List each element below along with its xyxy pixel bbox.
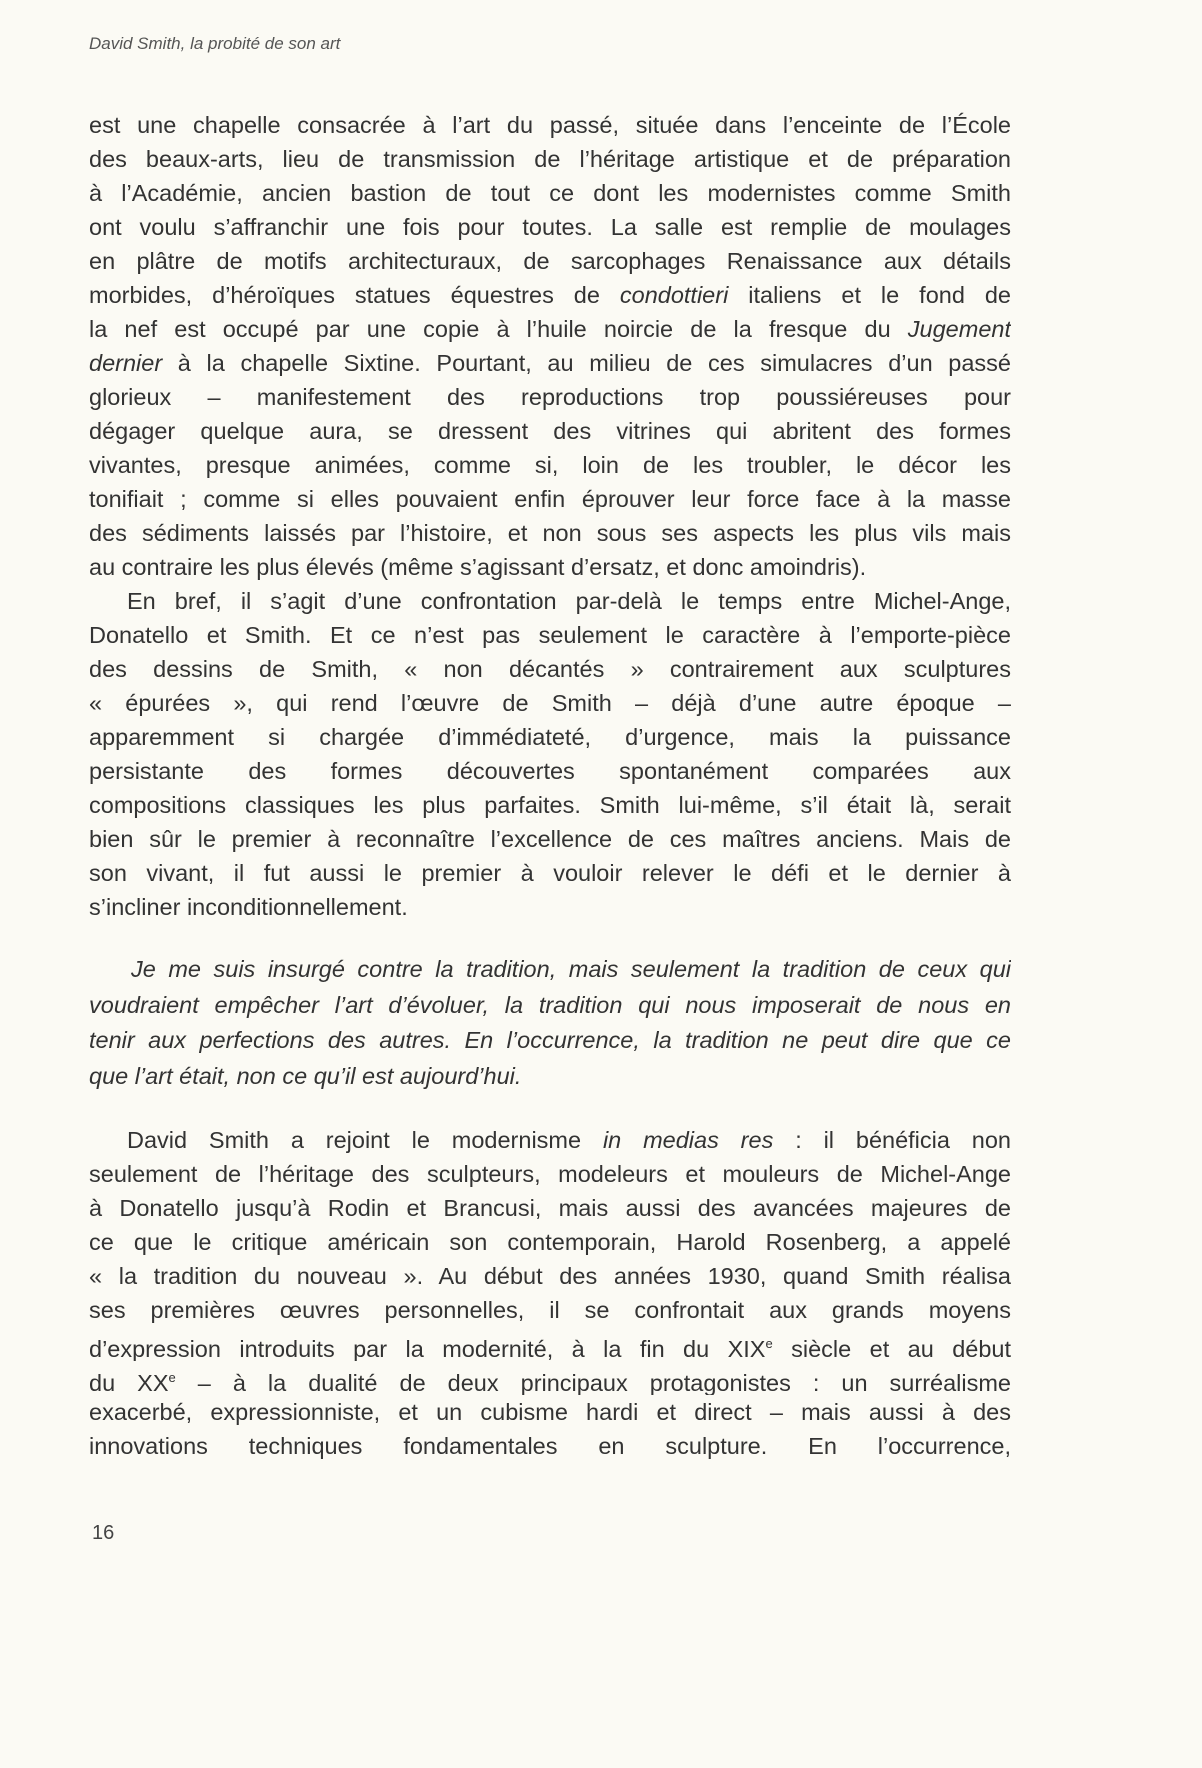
- italic-text: que l’art était, non ce qu’il est aujourd’hui.: [89, 1062, 522, 1089]
- text-line: [89, 988, 1011, 1024]
- text-line: [89, 380, 1011, 414]
- text-line: [89, 448, 1011, 482]
- text-segment: Donatello et Smith. Et ce n’est pas seulement le caractère à l’emporte-pièce: [89, 622, 1011, 648]
- paragraph-chapelle: [89, 108, 1011, 584]
- text-segment: ont voulu s’affranchir une fois pour toutes. La salle est remplie de moulages: [89, 214, 1011, 240]
- text-line: [89, 142, 1011, 176]
- text-line: [89, 414, 1011, 448]
- block-quote: [89, 952, 1011, 1094]
- text-segment: au contraire les plus élevés (même s’agissant d’ersatz, et donc amoindris).: [89, 554, 867, 580]
- text-segment: seulement de l’héritage des sculpteurs, modeleurs et mouleurs de Michel-Ange: [89, 1161, 1011, 1187]
- italic-text: dernier: [89, 350, 163, 376]
- text-line: [89, 1327, 1011, 1361]
- text-segment: dégager quelque aura, se dressent des vitrines qui abritent des formes: [89, 418, 1011, 444]
- italic-text: voudraient empêcher l’art d’évoluer, la tradition qui nous imposerait de nous en: [89, 991, 1011, 1018]
- superscript: e: [765, 1336, 773, 1351]
- text-segment: apparemment si chargée d’immédiateté, d’urgence, mais la puissance: [89, 724, 1011, 750]
- text-segment: ce que le critique américain son contemporain, Harold Rosenberg, a appelé: [89, 1229, 1011, 1255]
- text-line: [89, 1429, 1011, 1463]
- italic-text: Jugement: [907, 316, 1011, 342]
- text-line: [89, 1293, 1011, 1327]
- paragraph-confrontation: [89, 584, 1011, 924]
- text-line: [89, 1395, 1011, 1429]
- text-line: [89, 720, 1011, 754]
- text-segment: à l’Académie, ancien bastion de tout ce dont les modernistes comme Smith: [89, 180, 1011, 206]
- text-segment: ses premières œuvres personnelles, il se confrontait aux grands moyens: [89, 1297, 1011, 1323]
- text-segment: David Smith a rejoint le modernisme: [127, 1127, 603, 1153]
- text-segment: des beaux-arts, lieu de transmission de l’héritage artistique et de préparation: [89, 146, 1011, 172]
- text-segment: d’expression introduits par la modernité, à la fin du XIX: [89, 1336, 766, 1361]
- text-segment: exacerbé, expressionniste, et un cubisme hardi et direct – mais aussi à des: [89, 1399, 1011, 1425]
- text-line: [89, 788, 1011, 822]
- text-segment: compositions classiques les plus parfaites. Smith lui-même, s’il était là, serait: [89, 792, 1011, 818]
- text-line: [89, 1225, 1011, 1259]
- text-segment: du XX: [89, 1370, 169, 1395]
- text-segment: vivantes, presque animées, comme si, loin de les troubler, le décor les: [89, 452, 1011, 478]
- text-line: [89, 584, 1011, 618]
- text-line: [89, 210, 1011, 244]
- text-segment: est une chapelle consacrée à l’art du passé, située dans l’enceinte de l’École: [89, 112, 1011, 138]
- text-segment: En bref, il s’agit d’une confrontation par-delà le temps entre Michel-Ange,: [127, 588, 1011, 614]
- page-number: 16: [92, 1522, 115, 1544]
- text-line: [89, 516, 1011, 550]
- text-line: [89, 1259, 1011, 1293]
- text-line: [89, 890, 1011, 924]
- text-line: [89, 652, 1011, 686]
- text-segment: bien sûr le premier à reconnaître l’excellence de ces maîtres anciens. Mais de: [89, 826, 1011, 852]
- text-segment: tonifiait ; comme si elles pouvaient enfin éprouver leur force face à la masse: [89, 486, 1011, 512]
- text-line: [89, 550, 1011, 584]
- text-segment: s’incliner inconditionnellement.: [89, 894, 408, 920]
- text-segment: italiens et le fond de: [728, 282, 1011, 308]
- running-head: David Smith, la probité de son art: [89, 34, 341, 53]
- text-segment: persistante des formes découvertes spontanément comparées aux: [89, 758, 1011, 784]
- text-line: [89, 312, 1011, 346]
- text-segment: des dessins de Smith, « non décantés » contrairement aux sculptures: [89, 656, 1011, 682]
- text-line: [89, 1157, 1011, 1191]
- text-line: [89, 108, 1011, 142]
- text-line: [89, 176, 1011, 210]
- text-segment: siècle et au début: [772, 1336, 1011, 1361]
- text-line: [89, 1059, 1011, 1095]
- text-segment: en plâtre de motifs architecturaux, de sarcophages Renaissance aux détails: [89, 248, 1011, 274]
- italic-text: Je me suis insurgé contre la tradition, mais seulement la tradition de ceux qui: [131, 956, 1011, 982]
- text-line: [89, 856, 1011, 890]
- italic-text: tenir aux perfections des autres. En l’occurrence, la tradition ne peut dire que ce: [89, 1027, 1011, 1053]
- text-segment: – à la dualité de deux principaux protagonistes : un surréalisme: [175, 1370, 1011, 1395]
- text-line: [89, 482, 1011, 516]
- text-segment: la nef est occupé par une copie à l’huile noircie de la fresque du: [89, 316, 908, 342]
- text-segment: des sédiments laissés par l’histoire, et non sous ses aspects les plus vils mais: [89, 520, 1011, 546]
- text-line: [89, 618, 1011, 652]
- text-line: [89, 754, 1011, 788]
- text-segment: « épurées », qui rend l’œuvre de Smith – déjà d’une autre époque –: [89, 690, 1011, 716]
- italic-text: in medias res: [602, 1127, 774, 1153]
- text-segment: à Donatello jusqu’à Rodin et Brancusi, mais aussi des avancées majeures de: [89, 1195, 1011, 1221]
- paragraph-modernisme: [89, 1123, 1011, 1463]
- text-line: [89, 244, 1011, 278]
- text-segment: « la tradition du nouveau ». Au début des années 1930, quand Smith réalisa: [89, 1263, 1011, 1289]
- text-line: [89, 1361, 1011, 1395]
- superscript: e: [168, 1370, 176, 1385]
- text-segment: glorieux – manifestement des reproductions trop poussiéreuses pour: [89, 384, 1011, 410]
- text-line: [89, 1123, 1011, 1157]
- text-line: [89, 1191, 1011, 1225]
- text-line: [89, 952, 1011, 988]
- text-segment: innovations techniques fondamentales en sculpture. En l’occurrence,: [89, 1433, 1011, 1459]
- text-line: [89, 346, 1011, 380]
- text-segment: à la chapelle Sixtine. Pourtant, au milieu de ces simulacres d’un passé: [162, 350, 1011, 376]
- text-segment: son vivant, il fut aussi le premier à vouloir relever le défi et le dernier à: [89, 860, 1011, 886]
- text-line: [89, 822, 1011, 856]
- italic-text: condottieri: [619, 282, 729, 308]
- text-segment: morbides, d’héroïques statues équestres de: [89, 282, 620, 308]
- text-line: [89, 278, 1011, 312]
- text-segment: : il bénéficia non: [773, 1127, 1011, 1153]
- text-line: [89, 1023, 1011, 1059]
- text-line: [89, 686, 1011, 720]
